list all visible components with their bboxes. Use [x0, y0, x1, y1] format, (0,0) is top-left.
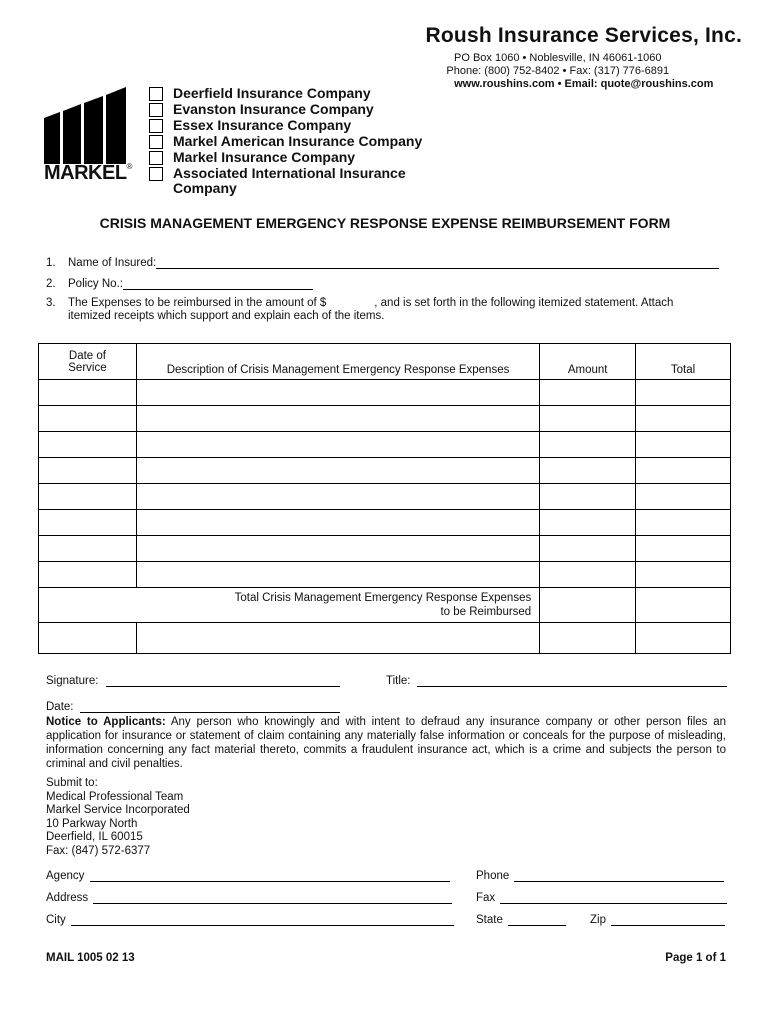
expense-table [38, 343, 731, 654]
address-row [46, 891, 452, 904]
company-option-label: Markel Insurance Company [173, 149, 356, 165]
phone-field[interactable] [514, 869, 724, 882]
submit-label: Submit to: [46, 777, 98, 789]
company-option-label: Markel American Insurance Company [173, 133, 423, 149]
expenses-text-2: , and is set forth in the following itemized statement. Attach [374, 297, 674, 309]
zip-row [590, 913, 725, 926]
date-cell[interactable] [39, 510, 137, 536]
total-cell[interactable] [636, 458, 731, 484]
notice-heading: Notice to Applicants: [46, 716, 166, 728]
submit-line: Medical Professional Team [46, 790, 184, 803]
submit-line: Markel Service Incorporated [46, 804, 190, 817]
total-cell[interactable] [636, 562, 731, 588]
city-field[interactable] [71, 913, 454, 926]
total-row-spacer [39, 623, 731, 654]
table-row [39, 484, 731, 510]
total-header: Total [636, 344, 731, 380]
fax-label: Fax [476, 892, 496, 904]
date-field[interactable] [80, 700, 340, 713]
submit-line: Deerfield, IL 60015 [46, 831, 143, 844]
description-cell[interactable] [136, 406, 539, 432]
date-label: Date: [46, 701, 74, 713]
table-row [39, 380, 731, 406]
company-header [426, 24, 742, 91]
notice-text: Any person who knowingly and with intent to defraud any insurance company or other person files an application for insurance or statement of claim containing any materially false information or conceals for the purpose of misleading, information concerning any fact material thereto, commits a fraudulent insurance act, which is a crime and subjects the person to criminal and civil penalties. [46, 716, 726, 770]
checkbox[interactable] [149, 119, 163, 133]
table-header-row [39, 344, 731, 380]
city-label: City [46, 914, 66, 926]
page-number: Page 1 of 1 [665, 952, 726, 964]
submit-line: 10 Parkway North [46, 817, 138, 830]
table-row [39, 432, 731, 458]
total-row [39, 588, 731, 623]
zip-field[interactable] [611, 913, 725, 926]
agency-label: Agency [46, 870, 85, 882]
table-row [39, 536, 731, 562]
amount-cell[interactable] [540, 406, 636, 432]
total-cell[interactable] [636, 380, 731, 406]
date-cell[interactable] [39, 406, 137, 432]
phone-row [476, 869, 724, 882]
checkbox[interactable] [149, 167, 163, 181]
agency-row [46, 869, 450, 882]
expenses-text-1: The Expenses to be reimbursed in the amount of $ [68, 297, 327, 309]
spacer-cell [636, 623, 731, 654]
company-name: Roush Insurance Services, Inc. [425, 24, 742, 47]
total-total-cell[interactable] [636, 588, 731, 623]
checkbox[interactable] [149, 151, 163, 165]
amount-cell[interactable] [540, 536, 636, 562]
description-cell[interactable] [136, 432, 539, 458]
description-cell[interactable] [136, 458, 539, 484]
total-cell[interactable] [636, 510, 731, 536]
policy-no-field[interactable] [123, 277, 313, 290]
date-cell[interactable] [39, 458, 137, 484]
table-row [39, 406, 731, 432]
form-code: MAIL 1005 02 13 [46, 952, 135, 964]
date-row [46, 700, 340, 713]
question-name-of-insured: 1. Name of Insured: [46, 256, 719, 269]
fax-field[interactable] [500, 891, 727, 904]
company-phone-fax: Phone: (800) 752-8402 • Fax: (317) 776-6891 [446, 65, 670, 77]
signature-label: Signature: [46, 675, 99, 687]
date-cell[interactable] [39, 536, 137, 562]
expenses-text-3: itemized receipts which support and explain each of the items. [68, 310, 385, 322]
amount-cell[interactable] [540, 458, 636, 484]
state-label: State [476, 914, 503, 926]
company-checklist [149, 86, 433, 198]
table-row [39, 458, 731, 484]
zip-label: Zip [590, 914, 606, 926]
policy-no-label: Policy No.: [68, 278, 123, 290]
spacer-cell [136, 623, 539, 654]
amount-cell[interactable] [540, 380, 636, 406]
fax-row [476, 891, 727, 904]
description-cell[interactable] [136, 510, 539, 536]
company-option-label: Evanston Insurance Company [173, 101, 374, 117]
checkbox[interactable] [149, 135, 163, 149]
company-web-email: www.roushins.com • Email: quote@roushins.com [454, 78, 714, 90]
markel-logo-text: MARKEL® [44, 162, 132, 184]
total-cell[interactable] [636, 432, 731, 458]
amount-cell[interactable] [540, 484, 636, 510]
submit-line: Fax: (847) 572-6377 [46, 844, 151, 857]
address-field[interactable] [93, 891, 452, 904]
description-cell[interactable] [136, 562, 539, 588]
state-row [476, 913, 566, 926]
company-option-label: Associated International Insurance Company [173, 165, 406, 196]
spacer-cell [540, 623, 636, 654]
company-option[interactable] [149, 166, 433, 198]
amount-header: Amount [540, 344, 636, 380]
agency-field[interactable] [90, 869, 450, 882]
question-expenses: 3. The Expenses to be reimbursed in the amount of $ , and is set forth in the following itemized statement. Attach itemized receipts which support and explain each of the items. [46, 297, 736, 322]
total-amount-cell[interactable] [540, 588, 636, 623]
description-cell[interactable] [136, 484, 539, 510]
company-address: PO Box 1060 • Noblesville, IN 46061-1060 [454, 52, 662, 64]
description-cell[interactable] [136, 380, 539, 406]
amount-cell[interactable] [540, 562, 636, 588]
city-row [46, 913, 454, 926]
phone-label: Phone [476, 870, 510, 882]
date-cell[interactable] [39, 432, 137, 458]
signature-row [46, 674, 340, 687]
company-option-label: Deerfield Insurance Company [173, 85, 371, 101]
total-label: Total Crisis Management Emergency Response Expenses to be Reimbursed [39, 588, 540, 623]
date-cell[interactable] [39, 380, 137, 406]
signature-field[interactable] [106, 674, 340, 687]
amount-cell[interactable] [540, 432, 636, 458]
submit-to-block [46, 777, 190, 859]
state-field[interactable] [508, 913, 566, 926]
checkbox[interactable] [149, 87, 163, 101]
total-cell[interactable] [636, 406, 731, 432]
spacer-cell [39, 623, 137, 654]
company-option[interactable] [149, 86, 433, 102]
total-cell[interactable] [636, 484, 731, 510]
notice-to-applicants [46, 715, 726, 771]
company-option[interactable] [149, 118, 433, 134]
total-cell[interactable] [636, 536, 731, 562]
checkbox[interactable] [149, 103, 163, 117]
company-option[interactable] [149, 102, 433, 118]
company-option-label: Essex Insurance Company [173, 117, 352, 133]
title-row [386, 674, 727, 687]
name-of-insured-field[interactable] [156, 256, 719, 269]
date-cell[interactable] [39, 484, 137, 510]
question-policy-no: 2. Policy No.: [46, 277, 313, 290]
date-of-service-header: Date of Service [39, 344, 137, 380]
company-option[interactable] [149, 150, 433, 166]
amount-cell[interactable] [540, 510, 636, 536]
form-title: CRISIS MANAGEMENT EMERGENCY RESPONSE EXPENSE REIMBURSEMENT FORM [99, 215, 671, 231]
address-label: Address [46, 892, 89, 904]
company-option[interactable] [149, 134, 433, 150]
description-cell[interactable] [136, 536, 539, 562]
title-label: Title: [386, 675, 411, 687]
table-row [39, 510, 731, 536]
table-row [39, 562, 731, 588]
name-of-insured-label: Name of Insured: [68, 257, 157, 269]
description-header: Description of Crisis Management Emergency Response Expenses [136, 344, 539, 380]
title-field[interactable] [417, 674, 727, 687]
date-cell[interactable] [39, 562, 137, 588]
